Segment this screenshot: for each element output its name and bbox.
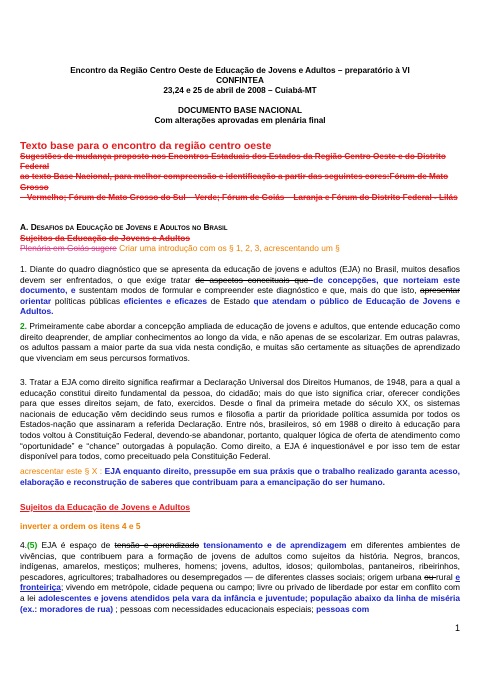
page-number: 1 — [455, 623, 461, 633]
section-a-heading — [20, 222, 460, 233]
document-subtitle: Com alterações aprovadas em plenária final — [154, 116, 326, 125]
p5-text-3: rural — [436, 571, 456, 582]
subheading-2 — [20, 502, 460, 513]
p1-text-1: 1. Diante do quadro diagnóstico que se apresenta da educação de jovens e adultos (EJA) no Brasil, muitos desafios devem ser enfrentados, o que exige tratar — [20, 264, 460, 285]
p1-struck-2: apresentar — [419, 285, 460, 296]
section-a-heading-text: A. Desafios da Educação de Jovens e Adultos no Brasil — [20, 222, 228, 232]
p5-blue-1: tensionamento e de aprendizagem — [199, 540, 347, 550]
invert-note-text: inverter a ordem os itens 4 e 5 — [20, 521, 141, 531]
paragraph-2 — [20, 321, 460, 363]
p5-number: 4. — [20, 540, 27, 550]
p1-text-2: sustentam modos de formular e compreender este diagnóstico e que, mais do que isto, — [75, 285, 420, 296]
paragraph-4 — [20, 466, 460, 487]
p4-blue: EJA enquanto direito, pressupõe em sua práxis que o trabalho realizado garanta acesso, elaboração e reconstrução de saberes que contribuam para a emancipação do ser humano. — [20, 466, 460, 487]
p5-text-2: em diferentes ambientes de vivências, que contribuem para a formação de jovens de adultos como sujeitos da história. Negros, brancos, indígenas, amarelos, mestiços; mulheres, homens; jovens, adultos, idosos; quilombolas, pantaneiros, ribeirinhos, pescadores, agricultores; trabalhadores ou desempregados — de diferentes classes sociais; origem urbana — [20, 540, 460, 582]
p5-text-5: ; pessoas com necessidades educacionais especiais; — [113, 603, 317, 614]
p1-blue-3: eficientes e eficazes — [123, 295, 208, 306]
intro-line-2: ao texto Base Nacional, para melhor compreensão e identificação a partir das seguintes cores:Fórum de Mato Grosso — [20, 172, 449, 192]
p5-struck-1: tensão e aprendizado — [114, 540, 200, 550]
section-a-note — [20, 243, 460, 254]
p5-struck-2: ou — [424, 571, 437, 582]
p5-blue-4: pessoas com — [316, 603, 370, 614]
p3-text: 3. Tratar a EJA como direito significa reafirmar a Declaração Universal dos Direitos Humanos, de 1948, para a qual a educação constitui direito fundamental da pessoa, do cidadão; mais do que isto significa criar, oferecer condições para que esses direitos sejam, de fato, exercidos. Desde o final da primeira metade do século XX, os sistemas nacionais de educação vêm decidindo seus rumos e filosofia a partir da prioridade política assumida por todos os Estados-nação que assinaram a referida Declaração. Entre nós, brasileiros, só em 1988 o direito à educação para todos voltou à Constituição Federal, devendo-se abandonar, portanto, qualquer lógica de oferta de atendimento como “oportunidade” e “chance” outorgadas à população. Como direito, a EJA é inquestionável e por isso tem de estar disponível para todos, como preceituado pela Constituição Federal. — [20, 377, 460, 462]
paragraph-5 — [20, 540, 460, 614]
p4-orange: acrescentar este § X : — [20, 466, 103, 476]
note-struck: Plenária em Goiás sugere — [20, 243, 117, 254]
p5-text-1: EJA é espaço de — [37, 540, 115, 550]
p1-blue-1: de concepções, que norteiam este documento, e — [20, 274, 460, 296]
p5-text-4: ; vivendo em metrópole, cidade pequena ou campo; livre ou privado de liberdade por estar em conflito com a lei — [20, 582, 460, 603]
p5-blue-3: adolescentes e jovens atendidos pela vara da infância e juventude; população abaixo da linha de miséria (ex.: moradores de rua) — [20, 592, 460, 614]
invert-note — [20, 521, 460, 532]
section-a — [20, 222, 460, 254]
p1-text-4: de Estado — [207, 295, 254, 306]
header-line-1: Encontro da Região Centro Oeste de Educação de Jovens e Adultos – preparatório à VI — [70, 66, 410, 75]
section-a-subheading: Sujeitos da Educação de Jovens e Adultos — [20, 232, 191, 243]
p5-blue-2: e fronteiriça — [20, 571, 460, 593]
p1-struck-1: de aspectos conceituais que — [195, 274, 314, 285]
header-line-2: CONFINTEA — [216, 76, 264, 85]
subheading-2-text: Sujeitos da Educação de Jovens e Adultos — [20, 502, 191, 512]
p5-number-green: (5) — [27, 540, 38, 550]
p2-text: Primeiramente cabe abordar a concepção ampliada de educação de jovens e adultos, que entende educação como direito deaprender, de ampliar conhecimentos ao longo da vida, e não apenas de se escolarizar. Em outras palavras, os adultos passam a maior parte da sua vida nesta condição, e muitas são certamente as situações de aprendizado que vivenciam em seus percursos formativos. — [20, 321, 460, 363]
intro-line-1: Sugestões de mudança proposto nos Encontros Estaduais dos Estados da Região Centro Oeste e do Distrito Federal — [20, 152, 446, 172]
p1-blue-4: que atendam o público de Educação de Jovens e Adultos. — [20, 295, 461, 317]
intro-line-3: – Vermelho; Fórum de Mato Grosso do Sul – Verde; Fórum de Goiás – Laranja e Fórum do Distrito Federal - Lilás — [20, 192, 458, 202]
paragraph-3 — [20, 377, 460, 462]
paragraph-1 — [20, 264, 460, 317]
intro-title: Texto base para o encontro da região centro oeste — [20, 140, 272, 152]
header-line-3: 23,24 e 25 de abril de 2008 – Cuiabá-MT — [163, 86, 317, 95]
p1-text-3: políticas públicas — [51, 295, 124, 306]
document-title: DOCUMENTO BASE NACIONAL — [177, 106, 303, 115]
intro-block — [20, 140, 460, 203]
p1-blue-2: orientar — [20, 295, 52, 306]
p2-number: 2. — [20, 321, 27, 331]
note-rest: Criar uma introdução com os § 1, 2, 3, acrescentando um § — [116, 243, 340, 254]
